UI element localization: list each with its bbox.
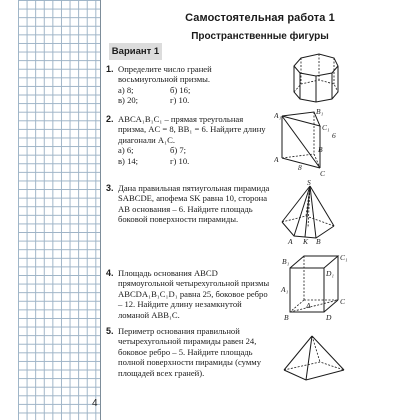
label-d: D: [326, 313, 332, 322]
pentagonal-pyramid-figure: [276, 180, 346, 245]
task-number: 3.: [106, 183, 114, 193]
answer-options: [118, 85, 271, 106]
task-number: 5.: [106, 326, 114, 336]
square-pyramid-figure: [280, 332, 352, 384]
label-b: B: [316, 237, 321, 245]
page-number: 4: [92, 398, 98, 409]
label-b: B: [284, 313, 289, 322]
task-5: [106, 326, 271, 378]
variant-badge: Вариант 1: [109, 43, 162, 60]
label-c1: C₁: [322, 123, 330, 132]
rectangular-prism-figure: [280, 252, 352, 322]
task-3: [106, 183, 271, 225]
answer-option: г) 10.: [170, 95, 190, 106]
grid-margin: [18, 0, 100, 420]
task-number: 2.: [106, 114, 114, 124]
label-c1: C₁: [340, 253, 348, 262]
label-a: A: [306, 301, 311, 310]
label-k: K: [303, 237, 309, 245]
task-text: Площадь основания ABCD прямоугольной четырехугольной призмы ABCDA₁B₁C₁D₁ равна 25, боковое ребро – 12. Найдите длину незамкнутой ломаной ABB₁C.: [118, 268, 270, 320]
triangular-prism-figure: [274, 108, 354, 178]
answer-option: в) 14;: [118, 155, 139, 166]
task-text: Дана правильная пятиугольная пирамида SABCDE, апофема SK равна 10, сторона AB основания – 6. Найдите площадь боковой поверхности пирамиды.: [118, 183, 270, 225]
label-b1: B₁: [282, 257, 290, 266]
task-text: ABCA₁B₁C₁ – прямая треугольная призма, AC = 8, BB₁ = 6. Найдите длину диагонали A₁C.: [118, 114, 266, 145]
label-b1: B₁: [316, 108, 324, 116]
task-number: 4.: [106, 268, 114, 278]
square-pyramid-icon: [280, 332, 352, 384]
answer-option: в) 20;: [118, 95, 139, 106]
label-b: B: [318, 145, 323, 154]
task-1: [106, 64, 271, 106]
label-a1: A₁: [281, 285, 289, 294]
label-a1: A₁: [274, 111, 282, 120]
worksheet-subtitle: Пространственные фигуры: [191, 31, 329, 42]
task-text: Периметр основания правильной четырехугольной пирамиды равен 24, боковое ребро – 5. Найдите площадь полной поверхности пирамиды (сумму площадей всех граней).: [118, 326, 262, 378]
task-4: [106, 268, 271, 320]
task-number: 1.: [106, 64, 114, 74]
label-base-8: 8: [298, 163, 302, 172]
label-c: C: [320, 169, 326, 178]
answer-option: б) 16;: [170, 84, 191, 95]
pentagonal-pyramid-icon: [276, 180, 346, 245]
triangular-prism-icon: [274, 108, 354, 178]
task-text: Определите число граней восьмиугольной призмы.: [118, 64, 212, 85]
answer-option: а) 8;: [118, 84, 134, 95]
label-edge-6: 6: [332, 131, 336, 140]
answer-option: г) 10.: [170, 155, 190, 166]
answer-options: [118, 145, 271, 166]
answer-option: б) 7;: [170, 145, 187, 156]
label-s: S: [307, 180, 311, 187]
answer-option: а) 6;: [118, 145, 134, 156]
task-2: [106, 114, 271, 166]
octagonal-prism-icon: [286, 52, 346, 112]
label-d1: D₁: [326, 269, 335, 278]
octagonal-prism-figure: [286, 52, 346, 112]
rectangular-prism-icon: [280, 252, 352, 322]
worksheet-title: Самостоятельная работа 1: [185, 12, 335, 24]
label-c: C: [340, 297, 346, 306]
grid-border: [100, 0, 101, 420]
label-a: A: [274, 155, 279, 164]
label-a: A: [288, 237, 293, 245]
